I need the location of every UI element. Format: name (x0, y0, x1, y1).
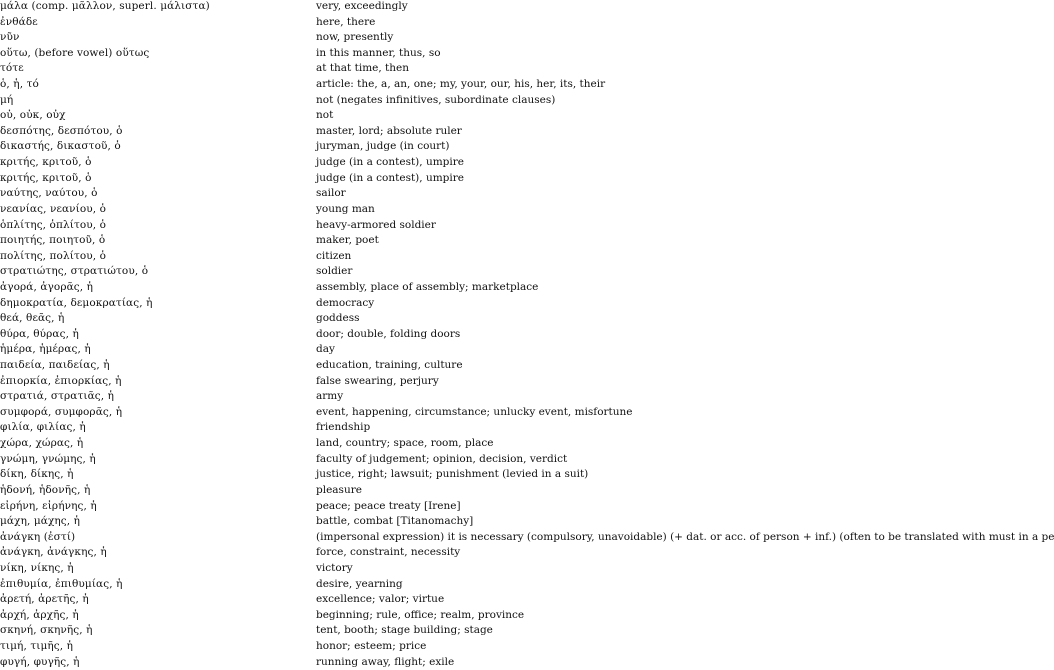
english-definition: friendship (316, 421, 371, 434)
greek-term: δεσπότης, δεσπότου, ὁ (0, 124, 123, 137)
english-definition: sailor (316, 187, 346, 200)
greek-term: συμφορά, συμφορᾶς, ἡ (0, 405, 123, 418)
english-definition: article: the, a, an, one; my, your, our, his, her, its, their (316, 78, 606, 91)
vocabulary-row (0, 202, 960, 218)
vocabulary-row (0, 93, 960, 109)
greek-term: στρατιώτης, στρατιώτου, ὁ (0, 265, 149, 278)
vocabulary-row (0, 155, 960, 171)
english-definition: citizen (316, 249, 352, 262)
greek-term: εἰρήνη, εἰρήνης, ἡ (0, 499, 97, 512)
english-definition: soldier (316, 265, 353, 278)
vocabulary-row (0, 358, 960, 374)
english-definition: false swearing, perjury (316, 374, 439, 387)
english-definition: democracy (316, 296, 375, 309)
greek-term: φυγή, φυγῆς, ἡ (0, 655, 80, 668)
english-definition: battle, combat [Titanomachy] (316, 515, 474, 528)
english-definition: maker, poet (316, 234, 379, 247)
english-definition: desire, yearning (316, 577, 403, 590)
english-definition: pleasure (316, 483, 362, 496)
english-definition: juryman, judge (in court) (316, 140, 450, 153)
english-definition: (impersonal expression) it is necessary (compulsory, unavoidable) (+ dat. or acc. of person + inf.) (often to be translated with must in a pe (316, 530, 1054, 543)
english-definition: excellence; valor; virtue (316, 593, 445, 606)
vocabulary-row (0, 467, 960, 483)
greek-term: δημοκρατία, δεμοκρατίας, ἡ (0, 296, 153, 309)
vocabulary-row (0, 483, 960, 499)
vocabulary-row (0, 296, 960, 312)
greek-term: ἀγορά, ἀγορᾶς, ἡ (0, 280, 94, 293)
english-definition: force, constraint, necessity (316, 546, 461, 559)
english-definition: judge (in a contest), umpire (316, 156, 464, 169)
greek-term: τιμή, τιμῆς, ἡ (0, 639, 74, 652)
english-definition: not (negates infinitives, subordinate clauses) (316, 93, 556, 106)
vocabulary-row (0, 374, 960, 390)
vocabulary-row (0, 545, 960, 561)
english-definition: assembly, place of assembly; marketplace (316, 280, 539, 293)
greek-term: ἡδονή, ἡδονῆς, ἡ (0, 483, 91, 496)
english-definition: goddess (316, 312, 360, 325)
greek-term: δικαστής, δικαστοῦ, ὁ (0, 140, 121, 153)
vocabulary-row (0, 623, 960, 639)
english-definition: faculty of judgement; opinion, decision, verdict (316, 452, 568, 465)
vocabulary-row (0, 171, 960, 187)
vocabulary-row (0, 30, 960, 46)
greek-term: ποιητής, ποιητοῦ, ὁ (0, 234, 106, 247)
greek-term: κριτής, κριτοῦ, ὁ (0, 171, 92, 184)
greek-term: ἐπιθυμία, ἐπιθυμίας, ἡ (0, 577, 123, 590)
greek-term: νίκη, νίκης, ἡ (0, 561, 74, 574)
greek-term: ἀρχή, ἀρχῆς, ἡ (0, 608, 79, 621)
greek-term: τότε (0, 62, 24, 75)
english-definition: at that time, then (316, 62, 409, 75)
greek-term: ἡμέρα, ἡμέρας, ἡ (0, 343, 91, 356)
vocabulary-row (0, 46, 960, 62)
greek-term: ἐπιορκία, ἐπιορκίας, ἡ (0, 374, 122, 387)
english-definition: victory (316, 561, 353, 574)
greek-term: ὁπλίτης, ὁπλίτου, ὁ (0, 218, 107, 231)
vocabulary-row (0, 514, 960, 530)
vocabulary-row (0, 342, 960, 358)
greek-term: ἐνθάδε (0, 15, 38, 28)
greek-term: χώρα, χώρας, ἡ (0, 437, 84, 450)
greek-term: πολίτης, πολίτου, ὁ (0, 249, 107, 262)
english-definition: beginning; rule, office; realm, province (316, 608, 525, 621)
english-definition: tent, booth; stage building; stage (316, 624, 493, 637)
vocabulary-row (0, 61, 960, 77)
vocabulary-row (0, 577, 960, 593)
vocabulary-row (0, 233, 960, 249)
greek-term: θύρα, θύρας, ἡ (0, 327, 79, 340)
english-definition: judge (in a contest), umpire (316, 171, 464, 184)
greek-term: φιλία, φιλίας, ἡ (0, 421, 86, 434)
vocabulary-row (0, 280, 960, 296)
vocabulary-row (0, 15, 960, 31)
vocabulary-row (0, 452, 960, 468)
greek-term: οὐ, οὐκ, οὐχ (0, 109, 66, 122)
greek-term: μή (0, 93, 14, 106)
vocabulary-row (0, 561, 960, 577)
greek-term: σκηνή, σκηνῆς, ἡ (0, 624, 93, 637)
vocabulary-row (0, 592, 960, 608)
greek-term: νῦν (0, 31, 20, 44)
vocabulary-row (0, 139, 960, 155)
english-definition: very, exceedingly (316, 0, 408, 12)
english-definition: land, country; space, room, place (316, 437, 494, 450)
english-definition: event, happening, circumstance; unlucky event, misfortune (316, 405, 633, 418)
english-definition: honor; esteem; price (316, 639, 427, 652)
english-definition: running away, flight; exile (316, 655, 455, 668)
vocabulary-row (0, 249, 960, 265)
english-definition: justice, right; lawsuit; punishment (levied in a suit) (316, 468, 589, 481)
vocabulary-row (0, 124, 960, 140)
english-definition: army (316, 390, 344, 403)
english-definition: in this manner, thus, so (316, 46, 441, 59)
vocabulary-row (0, 77, 960, 93)
greek-term: στρατιά, στρατιᾶς, ἡ (0, 390, 115, 403)
greek-term: δίκη, δίκης, ἡ (0, 468, 74, 481)
vocabulary-row (0, 420, 960, 436)
english-definition: peace; peace treaty [Irene] (316, 499, 461, 512)
vocabulary-row (0, 608, 960, 624)
vocabulary-row (0, 655, 960, 670)
vocabulary-row (0, 186, 960, 202)
greek-term: παιδεία, παιδείας, ἡ (0, 359, 110, 372)
vocabulary-row (0, 327, 960, 343)
english-definition: door; double, folding doors (316, 327, 461, 340)
vocabulary-row (0, 436, 960, 452)
greek-term: γνώμη, γνώμης, ἡ (0, 452, 96, 465)
vocabulary-row (0, 499, 960, 515)
vocabulary-row (0, 218, 960, 234)
english-definition: master, lord; absolute ruler (316, 124, 462, 137)
english-definition: here, there (316, 15, 376, 28)
english-definition: young man (316, 202, 375, 215)
vocabulary-row (0, 264, 960, 280)
vocabulary-row (0, 108, 960, 124)
greek-term: ἀρετή, ἀρετῆς, ἡ (0, 593, 89, 606)
english-definition: heavy-armored soldier (316, 218, 436, 231)
greek-term: μάλα (comp. μᾶλλον, superl. μάλιστα) (0, 0, 210, 12)
greek-term: κριτής, κριτοῦ, ὁ (0, 156, 92, 169)
greek-term: οὕτω, (before vowel) οὕτως (0, 46, 150, 59)
greek-term: νεανίας, νεανίου, ὁ (0, 202, 107, 215)
greek-term: μάχη, μάχης, ἡ (0, 515, 81, 528)
greek-term: ἀνάγκη, ἀνάγκης, ἡ (0, 546, 107, 559)
english-definition: education, training, culture (316, 359, 463, 372)
greek-term: θεά, θεᾶς, ἡ (0, 312, 65, 325)
vocabulary-row (0, 405, 960, 421)
greek-term: ἀνάγκη (ἐστί) (0, 530, 76, 543)
vocabulary-row (0, 311, 960, 327)
vocabulary-row (0, 0, 960, 15)
english-definition: now, presently (316, 31, 394, 44)
vocabulary-row (0, 389, 960, 405)
vocabulary-row (0, 639, 960, 655)
english-definition: day (316, 343, 335, 356)
greek-term: ναύτης, ναύτου, ὁ (0, 187, 98, 200)
greek-term: ὁ, ἡ, τό (0, 78, 39, 91)
english-definition: not (316, 109, 334, 122)
vocabulary-row (0, 530, 1054, 546)
